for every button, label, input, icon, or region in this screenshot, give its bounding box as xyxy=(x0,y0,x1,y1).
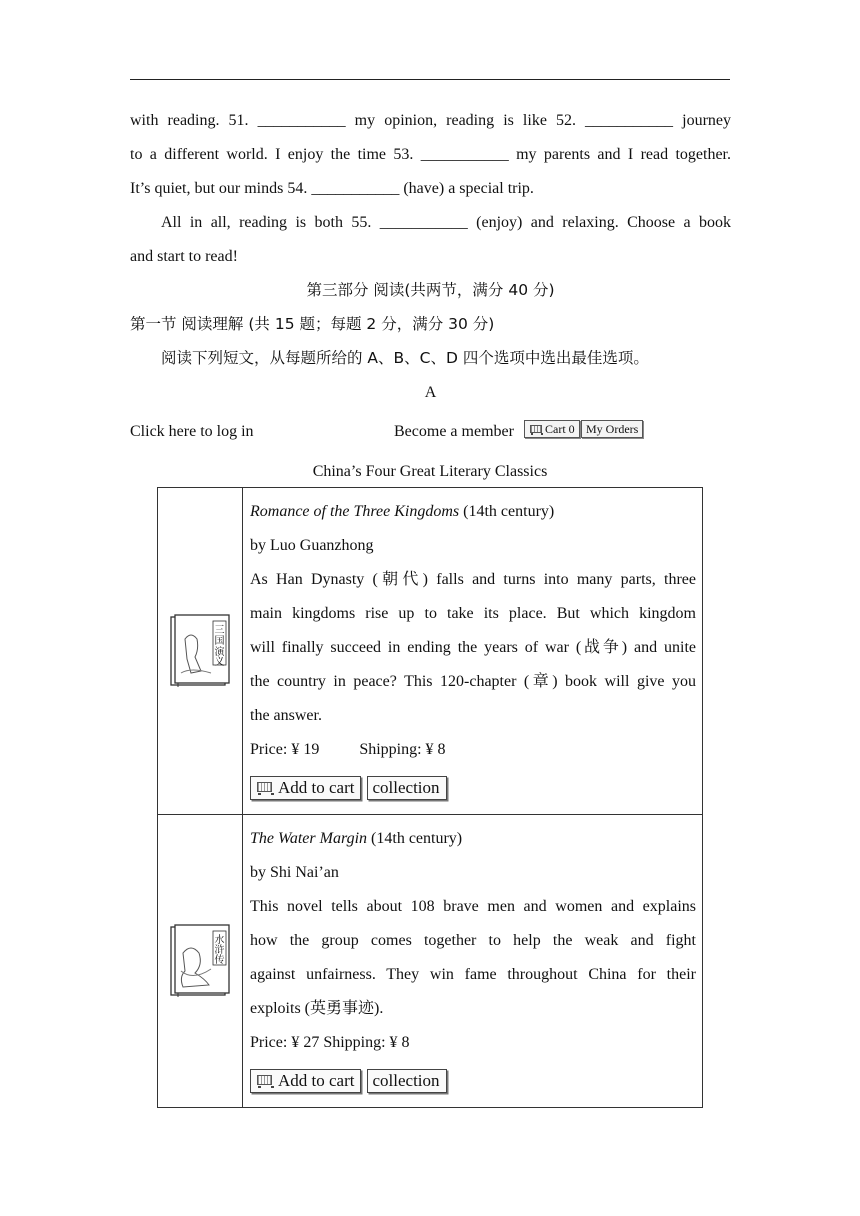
cloze-line-3: It’s quiet, but our minds 54. ___________ (have) a special trip. xyxy=(130,180,534,197)
add-to-cart-label: Add to cart xyxy=(278,778,355,797)
book-desc-line: will finally succeed in ending the years of war (战争) and unite xyxy=(250,639,696,656)
book-century: (14th century) xyxy=(459,503,555,520)
svg-text:水: 水 xyxy=(214,935,225,946)
header-rule xyxy=(130,79,730,80)
book-row xyxy=(158,815,703,1108)
add-to-cart-button[interactable] xyxy=(250,1069,361,1093)
cloze-line-5: and start to read! xyxy=(130,248,238,265)
book-desc-line: how the group comes together to help the weak and fight xyxy=(250,932,696,949)
add-to-cart-button[interactable] xyxy=(250,776,361,800)
svg-text:浒: 浒 xyxy=(214,945,225,956)
book-author: by Luo Guanzhong xyxy=(250,537,374,554)
cart-icon xyxy=(529,424,542,435)
cart-icon xyxy=(255,1073,273,1089)
cart-button-label: Cart 0 xyxy=(545,422,575,436)
book-desc-line: This novel tells about 108 brave men and women and explains xyxy=(250,898,696,915)
instruction-text: 阅读下列短文，从每题所给的 A、B、C、D 四个选项中选出最佳选项。 xyxy=(161,349,649,367)
book-century: (14th century) xyxy=(367,830,463,847)
book-desc-line: against unfairness. They win fame throughout China for their xyxy=(250,966,696,983)
collection-label: collection xyxy=(372,1071,440,1090)
book-desc-line: the answer. xyxy=(250,707,322,724)
my-orders-button[interactable] xyxy=(581,420,643,438)
passage-label: A xyxy=(424,384,437,401)
table-caption: China’s Four Great Literary Classics xyxy=(312,463,548,480)
svg-text:传: 传 xyxy=(214,955,225,966)
cart-button[interactable] xyxy=(524,420,580,438)
svg-text:国: 国 xyxy=(214,636,225,647)
collection-button[interactable] xyxy=(367,1069,446,1093)
book-desc-line: the country in peace? This 120-chapter (章) book will give you xyxy=(250,673,696,690)
add-to-cart-label: Add to cart xyxy=(278,1071,355,1090)
section-subtitle: 第一节 阅读理解 (共 15 题；每题 2 分，满分 30 分) xyxy=(130,315,495,333)
book-desc-line: exploits (英勇事迹). xyxy=(250,1000,384,1017)
cloze-line-2: to a different world. I enjoy the time 53. ___________ my parents and I read together. xyxy=(130,146,731,163)
book-info-cell xyxy=(243,488,703,815)
book-title[interactable]: The Water Margin xyxy=(250,830,368,847)
book-title[interactable]: Romance of the Three Kingdoms xyxy=(250,503,460,520)
book-price: Price: ¥ 27 Shipping: ¥ 8 xyxy=(250,1034,410,1051)
svg-text:义: 义 xyxy=(214,657,225,668)
my-orders-label: My Orders xyxy=(586,422,639,436)
member-link[interactable]: Become a member xyxy=(394,423,514,440)
collection-button[interactable] xyxy=(367,776,446,800)
book-cover-cell xyxy=(158,815,243,1108)
book-row xyxy=(158,488,703,815)
book-price: Price: ¥ 19 Shipping: ¥ 8 xyxy=(250,741,446,758)
book-info-cell xyxy=(243,815,703,1108)
book-desc-line: As Han Dynasty (朝代) falls and turns into many parts, three xyxy=(250,571,696,588)
svg-text:演: 演 xyxy=(214,647,225,658)
book-author: by Shi Nai’an xyxy=(250,864,339,881)
cart-icon xyxy=(255,780,273,796)
book-cover-cell xyxy=(158,488,243,815)
cloze-line-4: All in all, reading is both 55. ___________ (enjoy) and relaxing. Choose a book xyxy=(161,214,731,231)
part-title: 第三部分 阅读(共两节，满分 40 分) xyxy=(306,281,555,299)
cover-title-char: 三 xyxy=(214,625,225,636)
book-cover-image xyxy=(169,923,231,999)
cloze-line-1: with reading. 51. ___________ my opinion, reading is like 52. ___________ journey xyxy=(130,112,731,129)
book-cover-image xyxy=(169,613,231,689)
collection-label: collection xyxy=(372,778,440,797)
book-desc-line: main kingdoms rise up to take its place. But which kingdom xyxy=(250,605,696,622)
login-link[interactable]: Click here to log in xyxy=(130,423,254,440)
book-table xyxy=(157,487,703,1108)
